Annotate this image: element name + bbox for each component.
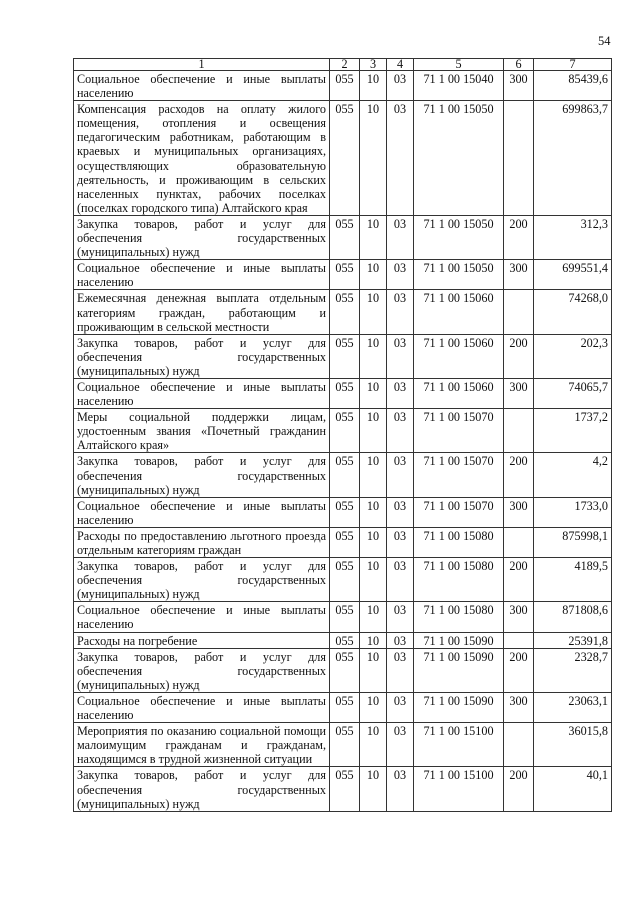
ministry-code-cell: 055 <box>330 260 360 290</box>
column-header: 4 <box>387 59 414 71</box>
expense-type-cell: 300 <box>504 497 534 527</box>
expense-type-cell: 200 <box>504 453 534 497</box>
subsection-code-cell: 03 <box>387 632 414 648</box>
row-name-cell: Социальное обеспечение и иные выплаты населению <box>74 602 330 632</box>
amount-cell: 74065,7 <box>534 378 612 408</box>
amount-cell: 23063,1 <box>534 692 612 722</box>
header-row <box>74 59 612 71</box>
expense-type-cell: 300 <box>504 260 534 290</box>
amount-cell: 312,3 <box>534 215 612 259</box>
target-code-cell: 71 1 00 15060 <box>414 290 504 334</box>
subsection-code-cell: 03 <box>387 453 414 497</box>
amount-cell: 1733,0 <box>534 497 612 527</box>
subsection-code-cell: 03 <box>387 558 414 602</box>
target-code-cell: 71 1 00 15050 <box>414 215 504 259</box>
page-number: 54 <box>598 34 611 48</box>
subsection-code-cell: 03 <box>387 378 414 408</box>
row-name-cell: Социальное обеспечение и иные выплаты населению <box>74 71 330 101</box>
section-code-cell: 10 <box>360 692 387 722</box>
section-code-cell: 10 <box>360 290 387 334</box>
target-code-cell: 71 1 00 15080 <box>414 602 504 632</box>
target-code-cell: 71 1 00 15040 <box>414 71 504 101</box>
row-name-cell: Расходы по предоставлению льготного проезда отдельным категориям граждан <box>74 527 330 557</box>
expense-type-cell: 300 <box>504 602 534 632</box>
row-name-cell: Социальное обеспечение и иные выплаты населению <box>74 260 330 290</box>
subsection-code-cell: 03 <box>387 527 414 557</box>
table-row <box>74 290 612 334</box>
expense-type-cell <box>504 290 534 334</box>
ministry-code-cell: 055 <box>330 692 360 722</box>
table-row <box>74 409 612 453</box>
ministry-code-cell: 055 <box>330 290 360 334</box>
subsection-code-cell: 03 <box>387 215 414 259</box>
section-code-cell: 10 <box>360 334 387 378</box>
table-row <box>74 378 612 408</box>
section-code-cell: 10 <box>360 101 387 216</box>
column-header: 2 <box>330 59 360 71</box>
target-code-cell: 71 1 00 15060 <box>414 334 504 378</box>
amount-cell: 699551,4 <box>534 260 612 290</box>
section-code-cell: 10 <box>360 632 387 648</box>
section-code-cell: 10 <box>360 409 387 453</box>
target-code-cell: 71 1 00 15050 <box>414 260 504 290</box>
subsection-code-cell: 03 <box>387 648 414 692</box>
table-row <box>74 497 612 527</box>
subsection-code-cell: 03 <box>387 602 414 632</box>
target-code-cell: 71 1 00 15060 <box>414 378 504 408</box>
subsection-code-cell: 03 <box>387 260 414 290</box>
section-code-cell: 10 <box>360 71 387 101</box>
subsection-code-cell: 03 <box>387 409 414 453</box>
table-row <box>74 648 612 692</box>
column-header: 7 <box>534 59 612 71</box>
ministry-code-cell: 055 <box>330 558 360 602</box>
section-code-cell: 10 <box>360 378 387 408</box>
row-name-cell: Меры социальной поддержки лицам, удостоенным звания «Почетный гражданин Алтайского края» <box>74 409 330 453</box>
expense-type-cell <box>504 632 534 648</box>
table-row <box>74 723 612 767</box>
budget-table <box>73 58 612 812</box>
expense-type-cell: 200 <box>504 558 534 602</box>
row-name-cell: Мероприятия по оказанию социальной помощи малоимущим гражданам и гражданам, находящимся в трудной жизненной ситуации <box>74 723 330 767</box>
table-row <box>74 602 612 632</box>
target-code-cell: 71 1 00 15080 <box>414 527 504 557</box>
expense-type-cell: 300 <box>504 71 534 101</box>
row-name-cell: Закупка товаров, работ и услуг для обеспечения государственных (муниципальных) нужд <box>74 453 330 497</box>
amount-cell: 40,1 <box>534 767 612 811</box>
target-code-cell: 71 1 00 15070 <box>414 409 504 453</box>
column-header: 1 <box>74 59 330 71</box>
table-row <box>74 692 612 722</box>
ministry-code-cell: 055 <box>330 648 360 692</box>
subsection-code-cell: 03 <box>387 497 414 527</box>
amount-cell: 2328,7 <box>534 648 612 692</box>
section-code-cell: 10 <box>360 260 387 290</box>
subsection-code-cell: 03 <box>387 290 414 334</box>
expense-type-cell: 200 <box>504 215 534 259</box>
table-row <box>74 71 612 101</box>
subsection-code-cell: 03 <box>387 767 414 811</box>
target-code-cell: 71 1 00 15100 <box>414 767 504 811</box>
row-name-cell: Закупка товаров, работ и услуг для обеспечения государственных (муниципальных) нужд <box>74 215 330 259</box>
section-code-cell: 10 <box>360 215 387 259</box>
row-name-cell: Социальное обеспечение и иные выплаты населению <box>74 378 330 408</box>
section-code-cell: 10 <box>360 767 387 811</box>
ministry-code-cell: 055 <box>330 723 360 767</box>
amount-cell: 4,2 <box>534 453 612 497</box>
column-header: 5 <box>414 59 504 71</box>
subsection-code-cell: 03 <box>387 692 414 722</box>
amount-cell: 875998,1 <box>534 527 612 557</box>
subsection-code-cell: 03 <box>387 71 414 101</box>
row-name-cell: Компенсация расходов на оплату жилого помещения, отопления и освещения педагогическим работникам, работающим в краевых и муниципальных организациях, осуществляющих образовательную деятельность, и проживающим в сельских населенных пунктах, рабочих поселках (поселках городского типа) Алтайского края <box>74 101 330 216</box>
amount-cell: 699863,7 <box>534 101 612 216</box>
section-code-cell: 10 <box>360 723 387 767</box>
expense-type-cell <box>504 101 534 216</box>
table-row <box>74 527 612 557</box>
table-row <box>74 101 612 216</box>
ministry-code-cell: 055 <box>330 71 360 101</box>
amount-cell: 25391,8 <box>534 632 612 648</box>
expense-type-cell: 300 <box>504 692 534 722</box>
expense-type-cell: 200 <box>504 648 534 692</box>
target-code-cell: 71 1 00 15070 <box>414 453 504 497</box>
section-code-cell: 10 <box>360 453 387 497</box>
expense-type-cell <box>504 723 534 767</box>
section-code-cell: 10 <box>360 497 387 527</box>
expense-type-cell: 200 <box>504 334 534 378</box>
row-name-cell: Социальное обеспечение и иные выплаты населению <box>74 497 330 527</box>
target-code-cell: 71 1 00 15050 <box>414 101 504 216</box>
ministry-code-cell: 055 <box>330 453 360 497</box>
ministry-code-cell: 055 <box>330 527 360 557</box>
target-code-cell: 71 1 00 15090 <box>414 692 504 722</box>
expense-type-cell <box>504 527 534 557</box>
expense-type-cell: 300 <box>504 378 534 408</box>
row-name-cell: Закупка товаров, работ и услуг для обеспечения государственных (муниципальных) нужд <box>74 648 330 692</box>
row-name-cell: Закупка товаров, работ и услуг для обеспечения государственных (муниципальных) нужд <box>74 558 330 602</box>
column-header: 6 <box>504 59 534 71</box>
subsection-code-cell: 03 <box>387 723 414 767</box>
amount-cell: 871808,6 <box>534 602 612 632</box>
ministry-code-cell: 055 <box>330 378 360 408</box>
subsection-code-cell: 03 <box>387 101 414 216</box>
ministry-code-cell: 055 <box>330 632 360 648</box>
row-name-cell: Закупка товаров, работ и услуг для обеспечения государственных (муниципальных) нужд <box>74 334 330 378</box>
table-row <box>74 334 612 378</box>
amount-cell: 36015,8 <box>534 723 612 767</box>
column-header: 3 <box>360 59 387 71</box>
section-code-cell: 10 <box>360 648 387 692</box>
amount-cell: 4189,5 <box>534 558 612 602</box>
row-name-cell: Социальное обеспечение и иные выплаты населению <box>74 692 330 722</box>
table-row <box>74 632 612 648</box>
section-code-cell: 10 <box>360 527 387 557</box>
ministry-code-cell: 055 <box>330 767 360 811</box>
row-name-cell: Ежемесячная денежная выплата отдельным категориям граждан, работающим и проживающим в сельской местности <box>74 290 330 334</box>
target-code-cell: 71 1 00 15090 <box>414 648 504 692</box>
amount-cell: 202,3 <box>534 334 612 378</box>
table-row <box>74 260 612 290</box>
table-row <box>74 558 612 602</box>
target-code-cell: 71 1 00 15090 <box>414 632 504 648</box>
amount-cell: 85439,6 <box>534 71 612 101</box>
ministry-code-cell: 055 <box>330 497 360 527</box>
row-name-cell: Закупка товаров, работ и услуг для обеспечения государственных (муниципальных) нужд <box>74 767 330 811</box>
expense-type-cell: 200 <box>504 767 534 811</box>
expense-type-cell <box>504 409 534 453</box>
subsection-code-cell: 03 <box>387 334 414 378</box>
table-row <box>74 215 612 259</box>
section-code-cell: 10 <box>360 602 387 632</box>
target-code-cell: 71 1 00 15070 <box>414 497 504 527</box>
row-name-cell: Расходы на погребение <box>74 632 330 648</box>
amount-cell: 1737,2 <box>534 409 612 453</box>
ministry-code-cell: 055 <box>330 409 360 453</box>
target-code-cell: 71 1 00 15080 <box>414 558 504 602</box>
ministry-code-cell: 055 <box>330 602 360 632</box>
table-row <box>74 767 612 811</box>
amount-cell: 74268,0 <box>534 290 612 334</box>
ministry-code-cell: 055 <box>330 334 360 378</box>
table-row <box>74 453 612 497</box>
section-code-cell: 10 <box>360 558 387 602</box>
ministry-code-cell: 055 <box>330 101 360 216</box>
target-code-cell: 71 1 00 15100 <box>414 723 504 767</box>
ministry-code-cell: 055 <box>330 215 360 259</box>
